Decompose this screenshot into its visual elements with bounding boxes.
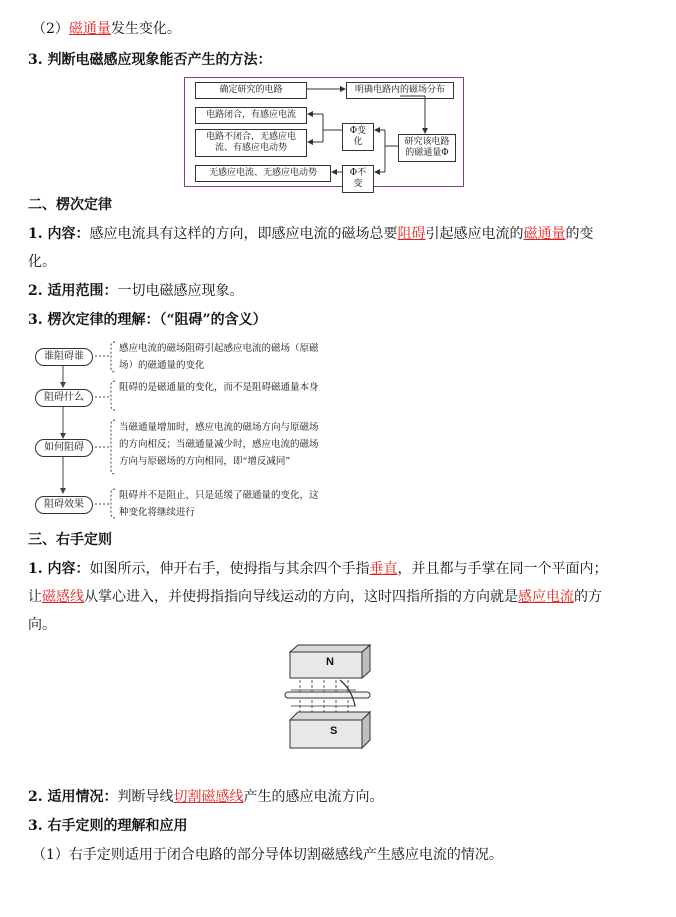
highlight-term: 感应电流 xyxy=(518,589,574,605)
box-study: 研究该电路的磁通量Φ xyxy=(398,134,456,162)
body-text: 一切电磁感应现象。 xyxy=(117,283,244,299)
node-effect: 阻碍效果 xyxy=(35,496,93,514)
south-label: S xyxy=(330,725,338,737)
item-number: （2） xyxy=(32,21,69,37)
body-text: 如图所示，伸开右手，使拇指与其余四个手指 xyxy=(89,561,370,577)
body-text: 的变 xyxy=(565,226,594,242)
desc-who: 感应电流的磁场阻碍引起感应电流的磁场（原磁场）的磁通量的变化 xyxy=(119,343,319,371)
node-how: 如何阻碍 xyxy=(35,439,93,457)
body-text: 产生的感应电流方向。 xyxy=(243,789,384,805)
label-change: Φ变化 xyxy=(342,123,374,151)
section-3-heading: 3. 判断电磁感应现象能否产生的方法： xyxy=(28,52,272,68)
box-open: 电路不闭合，无感应电流、有感应电动势 xyxy=(195,129,307,157)
body-text: 的方 xyxy=(574,589,602,605)
desc-how: 当磁通量增加时，感应电流的磁场方向与原磁场的方向相反；当磁通量减少时，感应电流的磁场方向与原磁场的方向相同，即“增反减同” xyxy=(119,422,319,467)
p2-1-line2: 化。 xyxy=(28,254,56,270)
highlight-term: 磁通量 xyxy=(523,226,566,242)
highlight-term: 磁感线 xyxy=(42,589,84,605)
highlight-term: 切割磁感线 xyxy=(173,789,244,805)
p3-3-heading: 3. 右手定则的理解和应用 xyxy=(28,818,188,834)
p3-1-line3: 向。 xyxy=(28,617,56,633)
body-text: 发生变化。 xyxy=(110,21,181,37)
part-2-title: 二、楞次定律 xyxy=(28,197,112,213)
p2-3-line: 3. 楞次定律的理解：（“阻碍”的含义） xyxy=(28,312,267,328)
body-text: 从掌心进入，并使拇指指向导线运动的方向，这时四指所指的方向就是 xyxy=(84,589,518,605)
desc-effect: 阻碍并不是阻止，只是延缓了磁通量的变化，这种变化将继续进行 xyxy=(119,490,319,518)
box-field: 明确电路内的磁场分布 xyxy=(346,82,454,99)
north-label: N xyxy=(326,656,334,668)
box-closed: 电路闭合，有感应电流 xyxy=(195,107,307,124)
label: 2. 适用范围： xyxy=(28,283,118,299)
box-none: 无感应电流、无感应电动势 xyxy=(195,165,331,182)
node-who: 谁阻碍谁 xyxy=(35,348,93,366)
part-3-title: 三、右手定则 xyxy=(28,532,112,548)
node-what: 阻碍什么 xyxy=(35,389,93,407)
p3-2-line xyxy=(28,787,384,807)
label: 1. 内容： xyxy=(28,226,90,242)
label-nochange: Φ不变 xyxy=(342,165,374,193)
highlight-term: 阻碍 xyxy=(397,226,426,242)
highlight-term: 垂直 xyxy=(369,561,398,577)
body-text: 引起感应电流的 xyxy=(425,226,524,242)
body-text: 判断导线 xyxy=(117,789,174,805)
body-text: 感应电流具有这样的方向，即感应电流的磁场总要 xyxy=(89,226,398,242)
box-circuit: 确定研究的电路 xyxy=(195,82,307,99)
highlight-term: 磁通量 xyxy=(68,21,111,37)
label: 1. 内容： xyxy=(28,561,90,577)
body-text: 让 xyxy=(28,589,42,605)
desc-what: 阻碍的是磁通量的变化，而不是阻碍磁通量本身 xyxy=(119,382,319,393)
label: 2. 适用情况： xyxy=(28,789,118,805)
body-text: ，并且都与手掌在同一个平面内； xyxy=(397,561,608,577)
p3-4-line: （1）右手定则适用于闭合电路的部分导体切割磁感线产生感应电流的情况。 xyxy=(32,847,503,863)
